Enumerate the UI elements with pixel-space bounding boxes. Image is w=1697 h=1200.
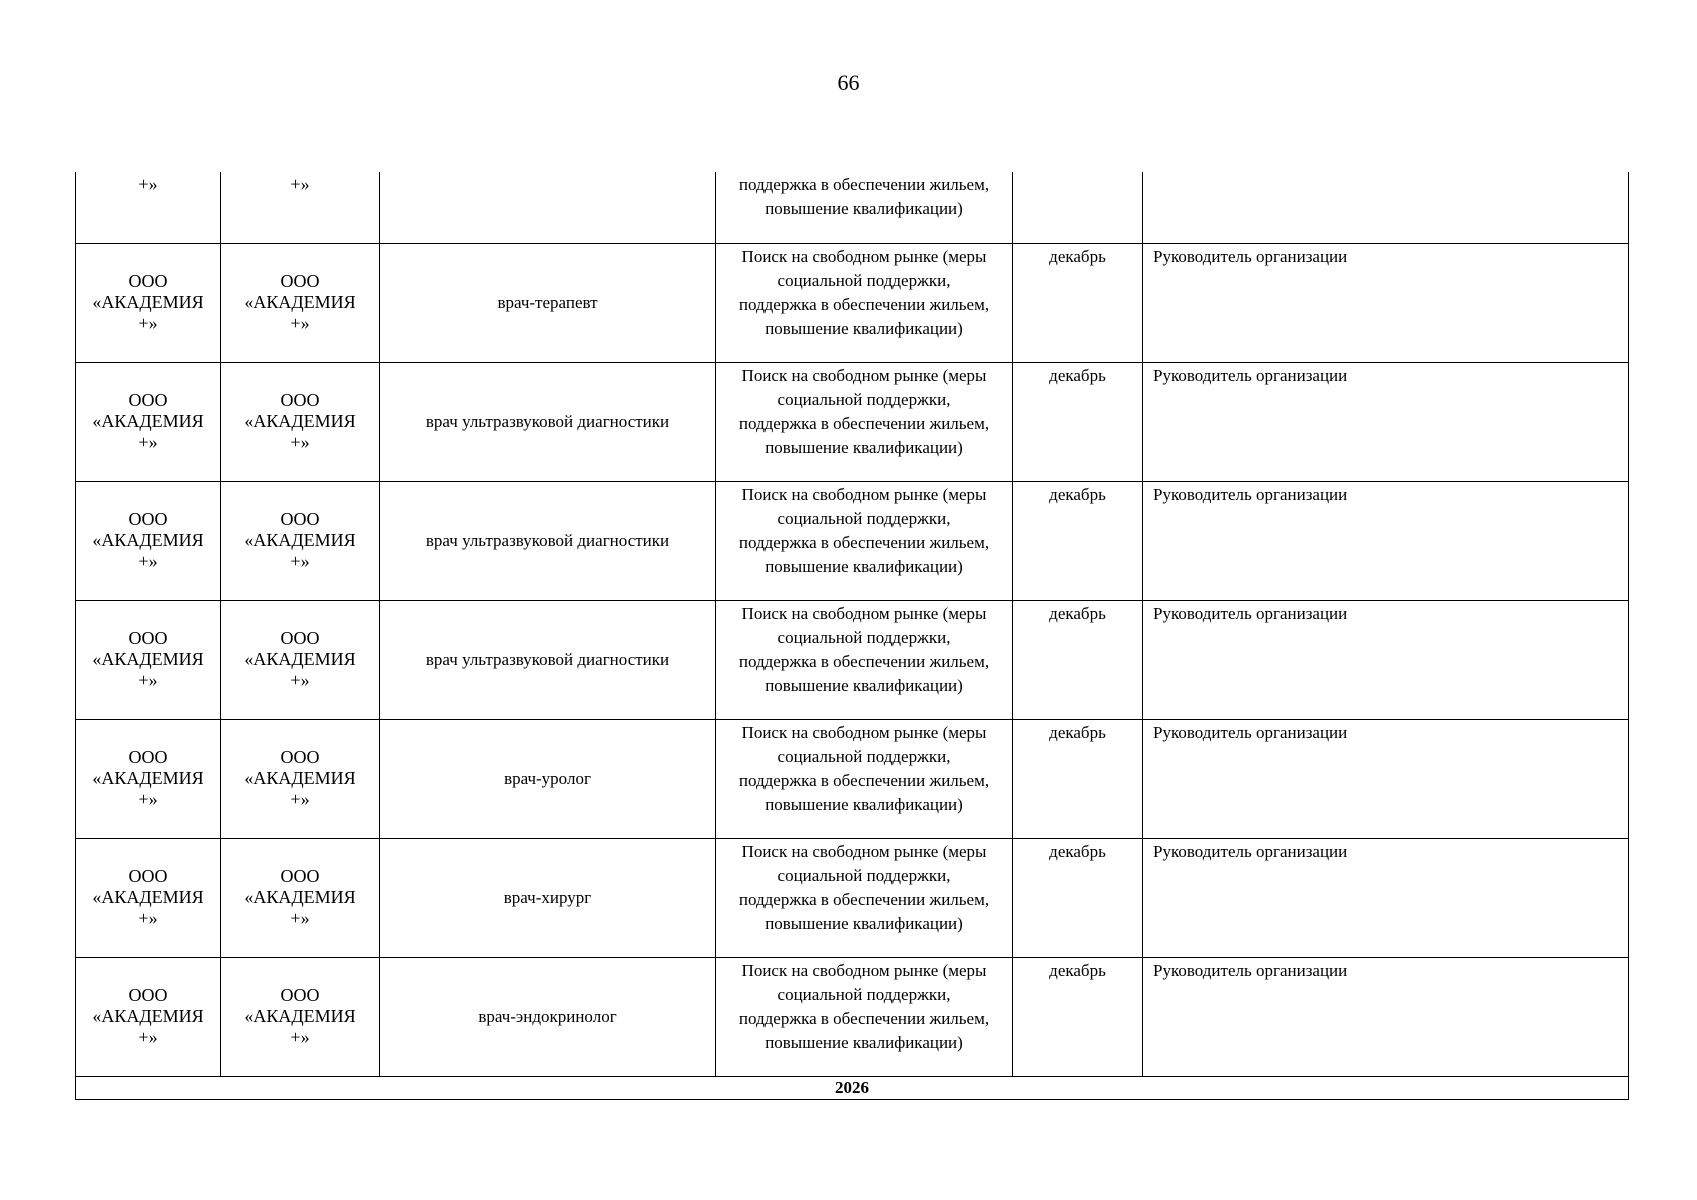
measure-cell xyxy=(716,719,1013,838)
specialty-cell xyxy=(380,172,716,243)
measure-cell xyxy=(716,362,1013,481)
measure-line: социальной поддержки, xyxy=(777,865,951,885)
measure-line: повышение квалификации) xyxy=(765,437,963,457)
year-label: 2026 xyxy=(76,1076,1629,1099)
responsible-cell: Руководитель организации xyxy=(1143,481,1629,600)
position-cell xyxy=(221,243,380,362)
position-line: «АКАДЕМИЯ xyxy=(244,411,356,431)
responsible-cell: Руководитель организации xyxy=(1143,838,1629,957)
responsible-cell: Руководитель организации xyxy=(1143,957,1629,1076)
position-line: «АКАДЕМИЯ xyxy=(244,292,356,312)
position-line: +» xyxy=(290,313,310,333)
measure-line: социальной поддержки, xyxy=(777,389,951,409)
staffing-plan-table xyxy=(75,172,1629,1100)
org-line: «АКАДЕМИЯ xyxy=(92,1006,204,1026)
position-cell xyxy=(221,362,380,481)
measure-cell xyxy=(716,172,1013,243)
term-cell xyxy=(1013,172,1143,243)
term-cell: декабрь xyxy=(1013,719,1143,838)
measure-line: повышение квалификации) xyxy=(765,318,963,338)
specialty-cell: врач ультразвуковой диагностики xyxy=(380,362,716,481)
position-line: ООО xyxy=(280,747,320,767)
position-line: +» xyxy=(290,908,310,928)
specialty-cell: врач ультразвуковой диагностики xyxy=(380,481,716,600)
measure-line: поддержка в обеспечении жильем, xyxy=(738,294,990,314)
position-line: «АКАДЕМИЯ xyxy=(244,1006,356,1026)
org-line: ООО xyxy=(128,747,168,767)
position-line: «АКАДЕМИЯ xyxy=(244,530,356,550)
table-row xyxy=(76,481,1629,600)
position-line: ООО xyxy=(280,271,320,291)
org-line: «АКАДЕМИЯ xyxy=(92,768,204,788)
position-line: «АКАДЕМИЯ xyxy=(244,768,356,788)
specialty-cell: врач-хирург xyxy=(380,838,716,957)
specialty-cell: врач ультразвуковой диагностики xyxy=(380,600,716,719)
measure-line: повышение квалификации) xyxy=(765,675,963,695)
org-line: +» xyxy=(138,1027,158,1047)
org-line: ООО xyxy=(128,628,168,648)
org-line: «АКАДЕМИЯ xyxy=(92,411,204,431)
table-row xyxy=(76,362,1629,481)
position-line: «АКАДЕМИЯ xyxy=(244,649,356,669)
org-cell xyxy=(76,957,221,1076)
measure-line: поддержка в обеспечении жильем, xyxy=(738,1008,990,1028)
org-line: ООО xyxy=(128,390,168,410)
responsible-cell xyxy=(1143,172,1629,243)
measure-line: Поиск на свободном рынке (меры xyxy=(741,841,987,861)
org-cell xyxy=(76,172,221,243)
measure-line: социальной поддержки, xyxy=(777,984,951,1004)
table-row xyxy=(76,243,1629,362)
measure-line: Поиск на свободном рынке (меры xyxy=(741,603,987,623)
measure-cell xyxy=(716,600,1013,719)
org-line: +» xyxy=(138,670,158,690)
term-cell: декабрь xyxy=(1013,600,1143,719)
org-line: +» xyxy=(138,789,158,809)
position-line: +» xyxy=(290,1027,310,1047)
position-line: +» xyxy=(290,432,310,452)
position-cell xyxy=(221,172,380,243)
org-line: ООО xyxy=(128,985,168,1005)
term-cell: декабрь xyxy=(1013,362,1143,481)
term-cell: декабрь xyxy=(1013,838,1143,957)
org-line: «АКАДЕМИЯ xyxy=(92,649,204,669)
measure-line: социальной поддержки, xyxy=(777,508,951,528)
org-line: +» xyxy=(138,908,158,928)
position-line: ООО xyxy=(280,866,320,886)
measure-cell xyxy=(716,481,1013,600)
position-line: ООО xyxy=(280,628,320,648)
org-line: ООО xyxy=(128,866,168,886)
term-cell: декабрь xyxy=(1013,481,1143,600)
org-cell xyxy=(76,481,221,600)
org-cell xyxy=(76,362,221,481)
table-body xyxy=(76,172,1629,1076)
measure-cell xyxy=(716,957,1013,1076)
measure-line: Поиск на свободном рынке (меры xyxy=(741,484,987,504)
measure-line: Поиск на свободном рынке (меры xyxy=(741,722,987,742)
measure-line: повышение квалификации) xyxy=(765,556,963,576)
org-cell xyxy=(76,600,221,719)
org-cell xyxy=(76,719,221,838)
measure-line: поддержка в обеспечении жильем, xyxy=(738,889,990,909)
responsible-cell: Руководитель организации xyxy=(1143,243,1629,362)
position-line: +» xyxy=(290,174,310,194)
page-number: 66 xyxy=(837,70,860,95)
org-line: ООО xyxy=(128,509,168,529)
measure-line: повышение квалификации) xyxy=(765,199,963,218)
term-cell: декабрь xyxy=(1013,243,1143,362)
position-cell xyxy=(221,600,380,719)
org-line: +» xyxy=(138,174,158,194)
measure-line: Поиск на свободном рынке (меры xyxy=(741,246,987,266)
measure-line: поддержка в обеспечении жильем, xyxy=(738,175,990,194)
position-cell xyxy=(221,838,380,957)
responsible-cell: Руководитель организации xyxy=(1143,600,1629,719)
org-line: +» xyxy=(138,551,158,571)
position-line: +» xyxy=(290,551,310,571)
position-line: +» xyxy=(290,789,310,809)
position-cell xyxy=(221,719,380,838)
position-line: ООО xyxy=(280,985,320,1005)
org-line: ООО xyxy=(128,271,168,291)
measure-line: Поиск на свободном рынке (меры xyxy=(741,365,987,385)
org-line: «АКАДЕМИЯ xyxy=(92,887,204,907)
measure-line: повышение квалификации) xyxy=(765,794,963,814)
table-row xyxy=(76,838,1629,957)
specialty-cell: врач-терапевт xyxy=(380,243,716,362)
measure-line: повышение квалификации) xyxy=(765,913,963,933)
responsible-cell: Руководитель организации xyxy=(1143,362,1629,481)
continuation-row xyxy=(76,172,1629,243)
position-cell xyxy=(221,957,380,1076)
measure-line: социальной поддержки, xyxy=(777,270,951,290)
specialty-cell: врач-уролог xyxy=(380,719,716,838)
org-cell xyxy=(76,838,221,957)
table-row xyxy=(76,957,1629,1076)
measure-line: социальной поддержки, xyxy=(777,627,951,647)
org-line: «АКАДЕМИЯ xyxy=(92,292,204,312)
position-line: +» xyxy=(290,670,310,690)
measure-cell xyxy=(716,243,1013,362)
measure-line: социальной поддержки, xyxy=(777,746,951,766)
position-line: ООО xyxy=(280,390,320,410)
measure-cell xyxy=(716,838,1013,957)
table-row xyxy=(76,719,1629,838)
term-cell: декабрь xyxy=(1013,957,1143,1076)
table-row xyxy=(76,600,1629,719)
org-line: «АКАДЕМИЯ xyxy=(92,530,204,550)
measure-line: Поиск на свободном рынке (меры xyxy=(741,960,987,980)
measure-line: поддержка в обеспечении жильем, xyxy=(738,770,990,790)
position-line: ООО xyxy=(280,509,320,529)
org-line: +» xyxy=(138,432,158,452)
measure-line: поддержка в обеспечении жильем, xyxy=(738,413,990,433)
org-cell xyxy=(76,243,221,362)
year-row xyxy=(76,1076,1629,1099)
measure-line: поддержка в обеспечении жильем, xyxy=(738,651,990,671)
responsible-cell: Руководитель организации xyxy=(1143,719,1629,838)
measure-line: поддержка в обеспечении жильем, xyxy=(738,532,990,552)
position-cell xyxy=(221,481,380,600)
org-line: +» xyxy=(138,313,158,333)
specialty-cell: врач-эндокринолог xyxy=(380,957,716,1076)
measure-line: повышение квалификации) xyxy=(765,1032,963,1052)
position-line: «АКАДЕМИЯ xyxy=(244,887,356,907)
